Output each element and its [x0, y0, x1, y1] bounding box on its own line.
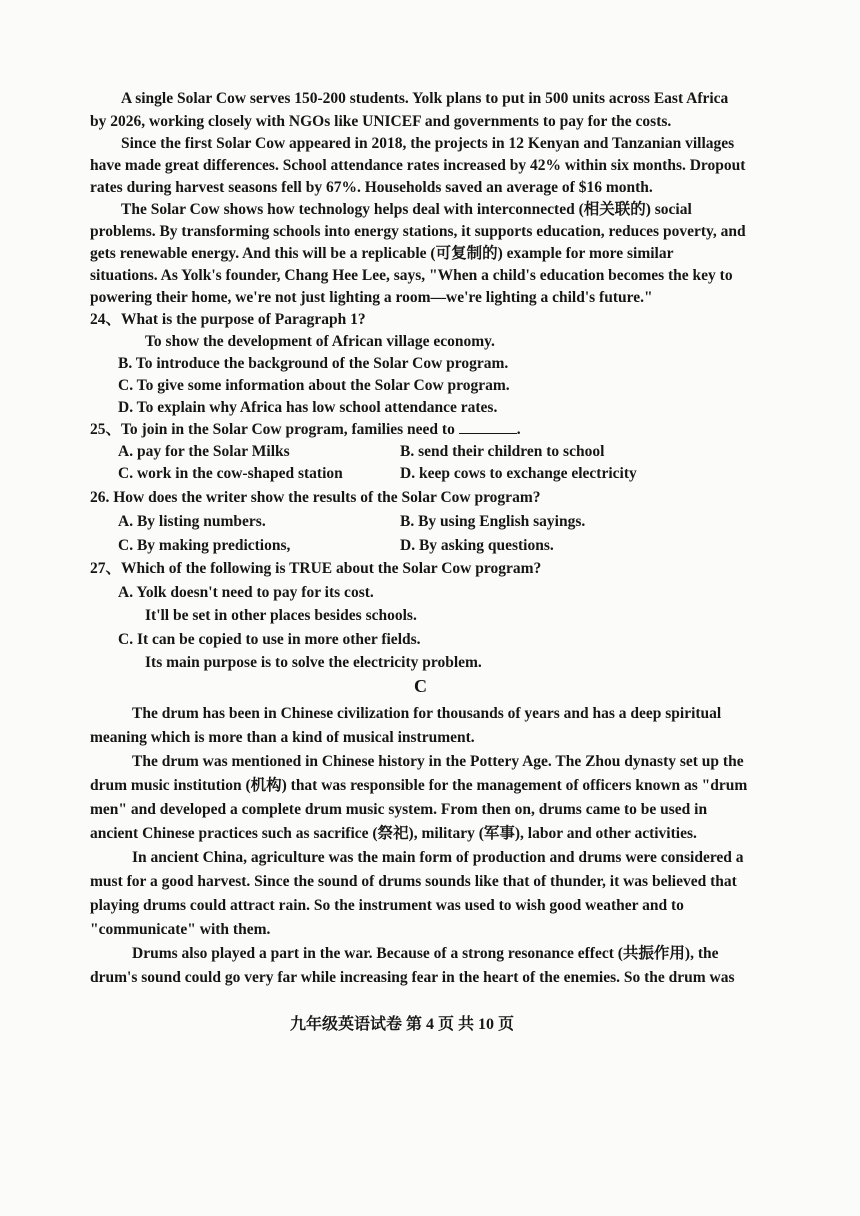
- passage-line: rates during harvest seasons fell by 67%. Households saved an average of $16 month.: [90, 179, 653, 196]
- passage-line: A single Solar Cow serves 150-200 students. Yolk plans to put in 500 units across East Africa: [121, 90, 729, 107]
- passage-line: The drum has been in Chinese civilization for thousands of years and has a deep spiritual: [132, 705, 722, 722]
- passage-line: must for a good harvest. Since the sound of drums sounds like that of thunder, it was believed that: [90, 873, 737, 890]
- passage-line: men" and developed a complete drum music system. From then on, drums came to be used in: [90, 801, 708, 818]
- question-stem: 26. How does the writer show the results of the Solar Cow program?: [90, 489, 541, 506]
- answer-option: A. By listing numbers.: [118, 513, 266, 530]
- passage-line: drum music institution (机构) that was responsible for the management of officers known as "drum: [90, 777, 748, 794]
- passage-line: have made great differences. School attendance rates increased by 42% within six months. Dropout: [90, 157, 746, 174]
- question-stem-text: 25、To join in the Solar Cow program, families need to: [90, 421, 455, 438]
- answer-option: D. keep cows to exchange electricity: [400, 465, 637, 482]
- passage-line: drum's sound could go very far while increasing fear in the heart of the enemies. So the drum was: [90, 969, 735, 986]
- passage-line: In ancient China, agriculture was the main form of production and drums were considered a: [132, 849, 744, 866]
- answer-option: It'll be set in other places besides schools.: [145, 607, 417, 624]
- answer-option: D. To explain why Africa has low school attendance rates.: [118, 399, 498, 416]
- answer-option: D. By asking questions.: [400, 537, 554, 554]
- passage-line: by 2026, working closely with NGOs like UNICEF and governments to pay for the costs.: [90, 113, 672, 130]
- passage-line: powering their home, we're not just lighting a room—we're lighting a child's future.": [90, 289, 653, 306]
- passage-line: situations. As Yolk's founder, Chang Hee Lee, says, "When a child's education becomes the key to: [90, 267, 733, 284]
- page-footer: 九年级英语试卷 第 4 页 共 10 页: [290, 1016, 515, 1033]
- question-stem: 24、What is the purpose of Paragraph 1?: [90, 311, 366, 328]
- answer-option: C. It can be copied to use in more other fields.: [118, 631, 421, 648]
- passage-line: "communicate" with them.: [90, 921, 271, 938]
- passage-line: gets renewable energy. And this will be a replicable (可复制的) example for more similar: [90, 245, 674, 262]
- passage-line: playing drums could attract rain. So the instrument was used to wish good weather and to: [90, 897, 684, 914]
- question-stem: 27、Which of the following is TRUE about the Solar Cow program?: [90, 560, 542, 577]
- answer-option: B. To introduce the background of the Solar Cow program.: [118, 355, 509, 372]
- answer-option: C. work in the cow-shaped station: [118, 465, 343, 482]
- question-stem: [90, 419, 521, 441]
- answer-blank: [459, 419, 517, 434]
- answer-option: B. By using English sayings.: [400, 513, 586, 530]
- answer-option: C. By making predictions,: [118, 537, 291, 554]
- passage-line: The drum was mentioned in Chinese history in the Pottery Age. The Zhou dynasty set up the: [132, 753, 744, 770]
- answer-option: C. To give some information about the Solar Cow program.: [118, 377, 510, 394]
- answer-option: B. send their children to school: [400, 443, 605, 460]
- answer-option: To show the development of African village economy.: [145, 333, 495, 350]
- passage-line: Since the first Solar Cow appeared in 2018, the projects in 12 Kenyan and Tanzanian villages: [121, 135, 735, 152]
- answer-option: Its main purpose is to solve the electricity problem.: [145, 654, 482, 671]
- passage-line: ancient Chinese practices such as sacrifice (祭祀), military (军事), labor and other activities.: [90, 825, 697, 842]
- passage-line: The Solar Cow shows how technology helps deal with interconnected (相关联的) social: [121, 201, 692, 218]
- question-stem-end: .: [516, 421, 521, 438]
- passage-line: Drums also played a part in the war. Because of a strong resonance effect (共振作用), the: [132, 945, 719, 962]
- passage-line: problems. By transforming schools into energy stations, it supports education, reduces poverty, and: [90, 223, 746, 240]
- passage-heading: C: [414, 676, 427, 696]
- answer-option: A. pay for the Solar Milks: [118, 443, 290, 460]
- answer-option: A. Yolk doesn't need to pay for its cost.: [118, 584, 374, 601]
- passage-line: meaning which is more than a kind of musical instrument.: [90, 729, 475, 746]
